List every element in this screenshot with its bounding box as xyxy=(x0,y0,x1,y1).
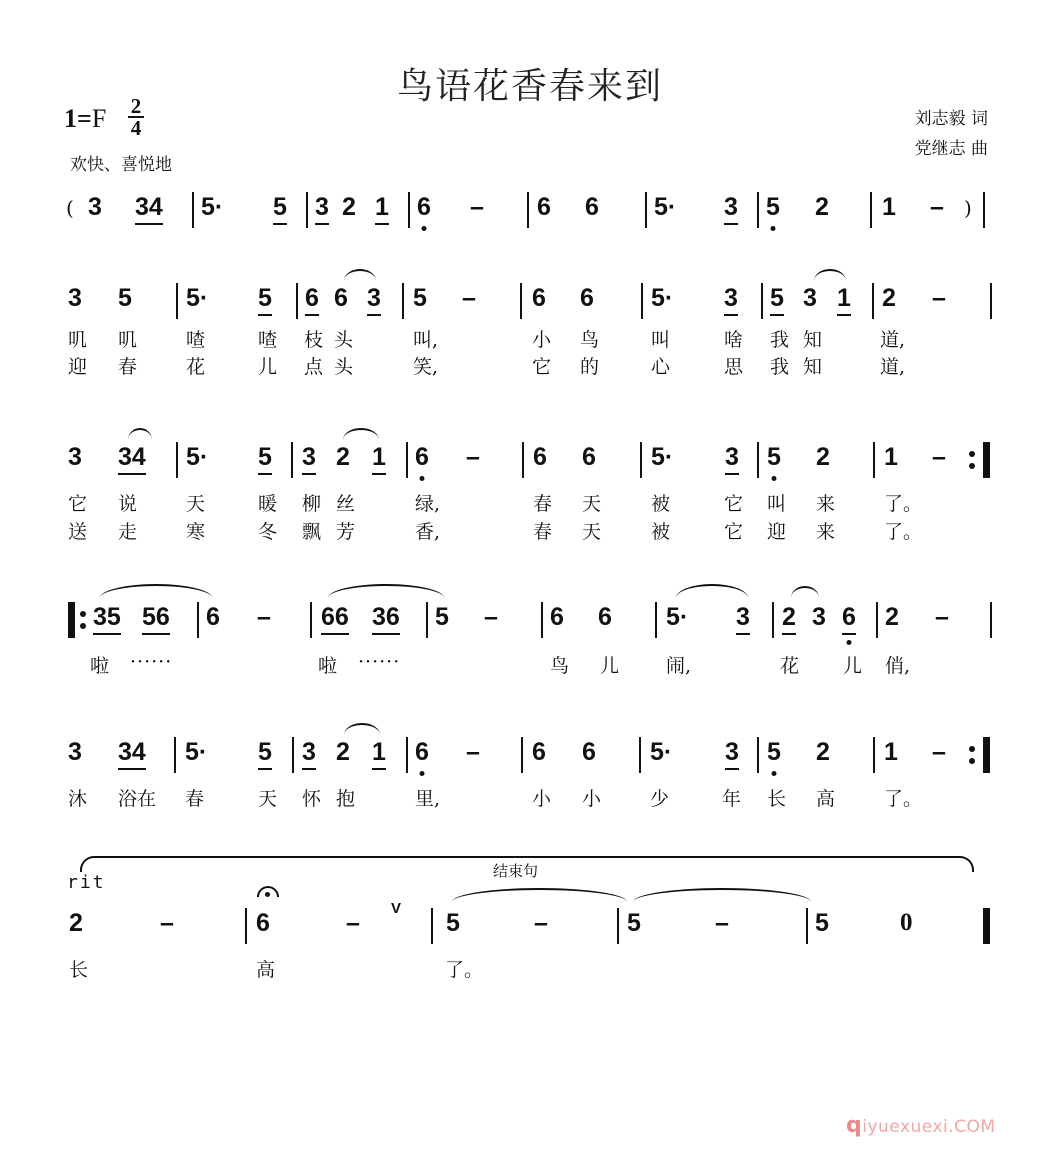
paren-close: ) xyxy=(964,196,972,220)
lyric: 迎 xyxy=(68,356,88,378)
note: 36 xyxy=(372,602,400,635)
barline xyxy=(408,192,410,228)
lyric: 寒 xyxy=(186,521,206,543)
note: 1 xyxy=(882,193,896,221)
note: 3 xyxy=(803,284,817,312)
page-title: 鸟语花香春来到 xyxy=(396,66,663,107)
note: 3 xyxy=(736,602,750,635)
lyric: 鸟 xyxy=(580,329,600,351)
repeat-dots xyxy=(969,744,975,766)
note: 3 xyxy=(724,192,738,225)
note: 6 xyxy=(417,192,431,222)
barline xyxy=(176,442,178,478)
lyric: 少 xyxy=(650,788,670,810)
barline xyxy=(291,442,293,478)
lyric: 说 xyxy=(118,493,138,515)
note: 3 xyxy=(68,284,82,312)
lyric: 道, xyxy=(880,329,906,351)
note: 3 xyxy=(725,442,739,475)
lyric: 天 xyxy=(582,521,602,543)
note: 5 xyxy=(767,737,781,767)
lyric: 芳 xyxy=(336,521,356,543)
final-barline xyxy=(983,908,990,944)
lyric: 天 xyxy=(186,493,206,515)
lyric: 怀 xyxy=(302,788,322,810)
dash: – xyxy=(160,909,174,937)
lyric: 里, xyxy=(415,788,441,810)
lyric: 笑, xyxy=(413,356,439,378)
barline xyxy=(772,602,774,638)
note: 3 xyxy=(724,283,738,316)
note: 34 xyxy=(118,442,146,475)
slur xyxy=(343,428,379,440)
note: 6 xyxy=(842,602,856,635)
credits xyxy=(915,104,988,164)
barline xyxy=(306,192,308,228)
dash: – xyxy=(462,284,476,312)
lyric: 叽 xyxy=(68,329,88,351)
lyric: 啦 xyxy=(318,655,338,677)
breath-mark: V xyxy=(391,900,402,917)
lyric: 送 xyxy=(68,521,88,543)
note: 2 xyxy=(816,738,830,766)
barline xyxy=(872,283,874,319)
key-signature xyxy=(64,104,106,134)
barline xyxy=(757,737,759,773)
slur xyxy=(328,584,444,598)
barline xyxy=(310,602,312,638)
lyric: 春 xyxy=(533,521,553,543)
note: 6 xyxy=(580,284,594,312)
barline xyxy=(806,908,808,944)
note: 2 xyxy=(882,284,896,312)
lyric: 高 xyxy=(256,959,276,981)
lyric: 了。 xyxy=(445,959,484,981)
barline xyxy=(640,442,642,478)
note: 2 xyxy=(69,909,83,937)
barline xyxy=(757,442,759,478)
note: 5 xyxy=(627,909,641,937)
lyric: 喳 xyxy=(186,329,206,351)
barline xyxy=(522,442,524,478)
end-repeat-barline xyxy=(983,442,990,478)
lyric: 了。 xyxy=(884,493,923,515)
dash: – xyxy=(257,603,271,631)
note: 5 xyxy=(258,283,272,316)
lyric: 浴在 xyxy=(118,788,157,810)
note: 6 xyxy=(532,738,546,766)
lyric: 小 xyxy=(532,788,552,810)
note: 1 xyxy=(837,283,851,316)
note: 6 xyxy=(550,603,564,631)
lyric: 鸟 xyxy=(550,655,570,677)
note: 2 xyxy=(342,193,356,221)
note: 1 xyxy=(375,192,389,225)
lyric: 枝 xyxy=(304,329,324,351)
note: 66 xyxy=(321,602,349,635)
fermata-icon xyxy=(257,886,279,897)
lyric: 飘 xyxy=(302,521,322,543)
lyric: 丝 xyxy=(336,493,356,515)
barline xyxy=(406,442,408,478)
note: 6 xyxy=(305,283,319,316)
barline xyxy=(990,602,992,638)
lyric: 俏, xyxy=(885,655,911,677)
note: 1 xyxy=(372,737,386,770)
meter-bottom: 4 xyxy=(130,116,142,140)
note: 5 xyxy=(815,909,829,937)
lyric: 它 xyxy=(724,493,744,515)
note: 5 xyxy=(258,737,272,770)
lyric: 绿, xyxy=(415,493,441,515)
start-repeat-barline xyxy=(68,602,75,638)
note: 3 xyxy=(68,443,82,471)
lyric: 长 xyxy=(767,788,787,810)
slur xyxy=(128,428,152,440)
note: 35 xyxy=(93,602,121,635)
slur xyxy=(344,723,380,735)
paren-open: ( xyxy=(66,196,74,220)
note: 5· xyxy=(651,443,674,471)
barline xyxy=(617,908,619,944)
lyric: 走 xyxy=(118,521,138,543)
barline xyxy=(641,283,643,319)
barline xyxy=(426,602,428,638)
lyric-ellipsis: ······ xyxy=(130,651,173,673)
lyric: 抱 xyxy=(336,788,356,810)
lyric: 了。 xyxy=(884,788,923,810)
lyric: 头 xyxy=(334,356,354,378)
tempo-marking: 欢快、喜悦地 xyxy=(70,155,172,175)
lyric: 叫 xyxy=(651,329,671,351)
lyricist: 刘志毅 词 xyxy=(914,109,988,129)
key-letter: F xyxy=(91,104,107,133)
lyric: 的 xyxy=(580,356,600,378)
note: 2 xyxy=(816,443,830,471)
rit-marking: rit xyxy=(67,872,106,893)
lyric: 叫, xyxy=(413,329,439,351)
note: 5 xyxy=(446,909,460,937)
note: 6 xyxy=(532,284,546,312)
dash: – xyxy=(466,443,480,471)
tie xyxy=(633,888,811,902)
barline xyxy=(292,737,294,773)
note: 3 xyxy=(302,442,316,475)
lyric: 柳 xyxy=(302,493,322,515)
note: 56 xyxy=(142,602,170,635)
dash: – xyxy=(484,603,498,631)
lyric: 喳 xyxy=(258,329,278,351)
slur xyxy=(814,269,846,281)
note: 1 xyxy=(372,442,386,475)
note: 5 xyxy=(435,603,449,631)
barline xyxy=(639,737,641,773)
note: 1 xyxy=(884,443,898,471)
note: 5 xyxy=(258,442,272,475)
note: 6 xyxy=(415,442,429,472)
dash: – xyxy=(932,443,946,471)
note: 6 xyxy=(585,193,599,221)
barline xyxy=(757,192,759,228)
note: 5· xyxy=(185,738,208,766)
barline xyxy=(870,192,872,228)
lyric: 迎 xyxy=(767,521,787,543)
barline xyxy=(245,908,247,944)
note: 5 xyxy=(770,283,784,316)
lyric: 沐 xyxy=(68,788,88,810)
lyric: 儿 xyxy=(258,356,278,378)
note: 3 xyxy=(725,737,739,770)
lyric: 春 xyxy=(533,493,553,515)
barline xyxy=(197,602,199,638)
lyric: 闹, xyxy=(666,655,692,677)
slur xyxy=(676,584,748,598)
note: 5· xyxy=(651,284,674,312)
lyric: 点 xyxy=(304,356,324,378)
note: 1 xyxy=(884,738,898,766)
note: 3 xyxy=(367,283,381,316)
lyric: 啥 xyxy=(724,329,744,351)
note: 5· xyxy=(650,738,673,766)
barline xyxy=(990,283,992,319)
note: 2 xyxy=(885,603,899,631)
repeat-dots xyxy=(969,449,975,471)
lyric: 了。 xyxy=(884,521,923,543)
barline xyxy=(176,283,178,319)
lyric: 小 xyxy=(582,788,602,810)
lyric: 知 xyxy=(803,356,823,378)
watermark xyxy=(846,1113,996,1138)
lyric: 我 xyxy=(770,329,790,351)
lyric: 花 xyxy=(780,655,800,677)
lyric-ellipsis: ······ xyxy=(358,651,401,673)
dash: – xyxy=(715,909,729,937)
barline xyxy=(541,602,543,638)
note: 5· xyxy=(666,603,689,631)
lyric: 春 xyxy=(185,788,205,810)
meter-top: 2 xyxy=(128,96,144,118)
note: 6 xyxy=(582,738,596,766)
lyric: 花 xyxy=(186,356,206,378)
barline xyxy=(174,737,176,773)
dash: – xyxy=(930,193,944,221)
lyric: 知 xyxy=(803,329,823,351)
watermark-logo-icon: q xyxy=(846,1113,863,1138)
note: 34 xyxy=(135,192,163,225)
lyric: 儿 xyxy=(843,655,863,677)
note: 5 xyxy=(766,192,780,222)
rest: 0 xyxy=(900,909,913,936)
barline xyxy=(431,908,433,944)
barline xyxy=(192,192,194,228)
barline xyxy=(406,737,408,773)
dash: – xyxy=(932,284,946,312)
lyric: 冬 xyxy=(258,521,278,543)
lyric: 暖 xyxy=(258,493,278,515)
coda-label: 结束句 xyxy=(493,862,539,880)
note: 5 xyxy=(413,284,427,312)
note: 6 xyxy=(537,193,551,221)
note: 5· xyxy=(186,443,209,471)
note: 6 xyxy=(582,443,596,471)
dash: – xyxy=(346,909,360,937)
barline xyxy=(521,737,523,773)
tie xyxy=(452,888,627,902)
note: 6 xyxy=(598,603,612,631)
lyric: 思 xyxy=(724,356,744,378)
lyric: 天 xyxy=(258,788,278,810)
note: 5· xyxy=(186,284,209,312)
slur xyxy=(344,269,376,281)
lyric: 天 xyxy=(582,493,602,515)
barline xyxy=(645,192,647,228)
key-label: 1= xyxy=(64,104,92,133)
lyric: 叫 xyxy=(767,493,787,515)
dash: – xyxy=(935,603,949,631)
slur xyxy=(791,586,819,598)
note: 6 xyxy=(206,603,220,631)
note: 6 xyxy=(256,909,270,937)
lyric: 它 xyxy=(68,493,88,515)
note: 5 xyxy=(118,284,132,312)
barline xyxy=(983,192,985,228)
slur xyxy=(100,584,212,598)
lyric: 被 xyxy=(651,521,671,543)
lyric: 它 xyxy=(724,521,744,543)
lyric: 头 xyxy=(334,329,354,351)
time-signature xyxy=(128,96,144,138)
lyric: 香, xyxy=(415,521,441,543)
note: 2 xyxy=(336,443,350,471)
note: 2 xyxy=(815,193,829,221)
lyric: 来 xyxy=(816,493,836,515)
lyric: 春 xyxy=(118,356,138,378)
barline xyxy=(761,283,763,319)
barline xyxy=(527,192,529,228)
dash: – xyxy=(534,909,548,937)
lyric: 它 xyxy=(532,356,552,378)
note: 3 xyxy=(315,192,329,225)
note: 6 xyxy=(334,284,348,312)
lyric: 小 xyxy=(532,329,552,351)
note: 5 xyxy=(767,442,781,472)
lyric: 年 xyxy=(722,788,742,810)
lyric: 叽 xyxy=(118,329,138,351)
barline xyxy=(876,602,878,638)
barline xyxy=(873,442,875,478)
dash: – xyxy=(470,193,484,221)
note: 5 xyxy=(273,192,287,225)
note: 5· xyxy=(654,193,677,221)
composer: 党继志 曲 xyxy=(914,139,988,159)
note: 3 xyxy=(88,193,102,221)
note: 2 xyxy=(336,738,350,766)
barline xyxy=(520,283,522,319)
lyric: 道, xyxy=(880,356,906,378)
note: 6 xyxy=(533,443,547,471)
note: 2 xyxy=(782,602,796,635)
note: 3 xyxy=(68,738,82,766)
note: 3 xyxy=(812,603,826,631)
watermark-text: iyuexuexi.COM xyxy=(862,1117,996,1137)
dash: – xyxy=(466,738,480,766)
barline xyxy=(873,737,875,773)
end-repeat-barline xyxy=(983,737,990,773)
note: 6 xyxy=(415,737,429,767)
lyric: 我 xyxy=(770,356,790,378)
note: 3 xyxy=(302,737,316,770)
barline xyxy=(655,602,657,638)
lyric: 长 xyxy=(69,959,89,981)
note: 34 xyxy=(118,737,146,770)
barline xyxy=(296,283,298,319)
repeat-dots xyxy=(80,609,86,631)
lyric: 来 xyxy=(816,521,836,543)
lyric: 啦 xyxy=(90,655,110,677)
barline xyxy=(402,283,404,319)
note: 5· xyxy=(201,193,224,221)
lyric: 高 xyxy=(816,788,836,810)
lyric: 心 xyxy=(651,356,671,378)
lyric: 儿 xyxy=(600,655,620,677)
lyric: 被 xyxy=(651,493,671,515)
dash: – xyxy=(932,738,946,766)
